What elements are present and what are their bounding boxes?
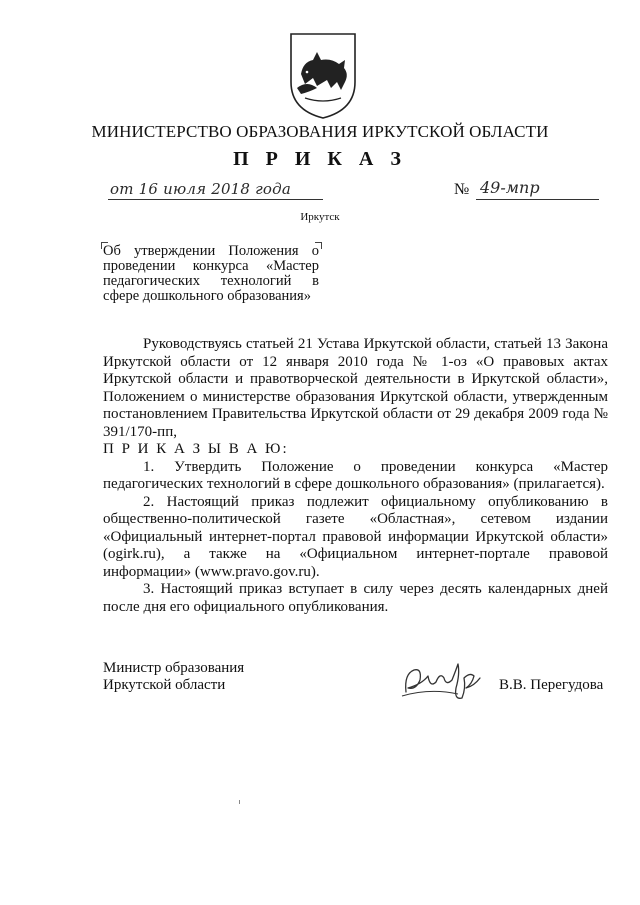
order-item-2: 2. Настоящий приказ подлежит официальному опубликованию в общественно-политической газете «Областная», сетевом издании «Официальный интернет-портал правовой информации Иркутской области» (ogirk.ru), а также на «Официальном интернет-портале правовой информации» (www.pravo.gov.ru). (103, 493, 608, 580)
signer-name: В.В. Перегудова (499, 677, 604, 693)
date-underline (108, 199, 323, 200)
order-number-field (454, 180, 599, 202)
order-preamble: Руководствуясь статьей 21 Устава Иркутской области, статьей 13 Закона Иркутской области от 12 января 2010 года № 1-оз «О правовых актах Иркутской области и правотворческой деятельности в Иркутской области», Положением о министерстве образования Иркутской области, утвержденным постановлением Правительства Иркутской области от 29 декабря 2009 года № 391/170-пп, (103, 336, 608, 440)
handwritten-signature (400, 658, 500, 706)
ministry-name: МИНИСТЕРСТВО ОБРАЗОВАНИЯ ИРКУТСКОЙ ОБЛАСТИ (91, 122, 549, 141)
order-item-1: 1. Утвердить Положение о проведении конкурса «Мастер педагогических технологий в сфере дошкольного образования» (прилагается). (103, 458, 608, 492)
order-word: П Р И К А З Ы В А Ю: (103, 441, 289, 457)
scan-artifact (239, 800, 240, 804)
order-date-field (108, 180, 323, 202)
coat-of-arms-emblem (287, 30, 359, 122)
order-date-handwritten: от 16 июля 2018 года (110, 180, 291, 198)
signer-position-line-1: Министр образования (103, 660, 245, 676)
order-body (103, 336, 608, 616)
signer-position-line-2: Иркутской области (103, 677, 226, 693)
order-subject: Об утверждении Положения о проведении конкурса «Мастер педагогических технологий в сфере дошкольного образования» (103, 243, 319, 304)
order-item-3: 3. Настоящий приказ вступает в силу через десять календарных дней после дня его официального опубликования. (103, 581, 608, 615)
signer-position (103, 660, 244, 694)
city-name: Иркутск (300, 211, 340, 223)
document-title: П Р И К А З (233, 148, 407, 170)
number-sign: № (454, 181, 470, 198)
order-number-handwritten: 49-мпр (480, 178, 540, 197)
number-underline (476, 199, 599, 200)
